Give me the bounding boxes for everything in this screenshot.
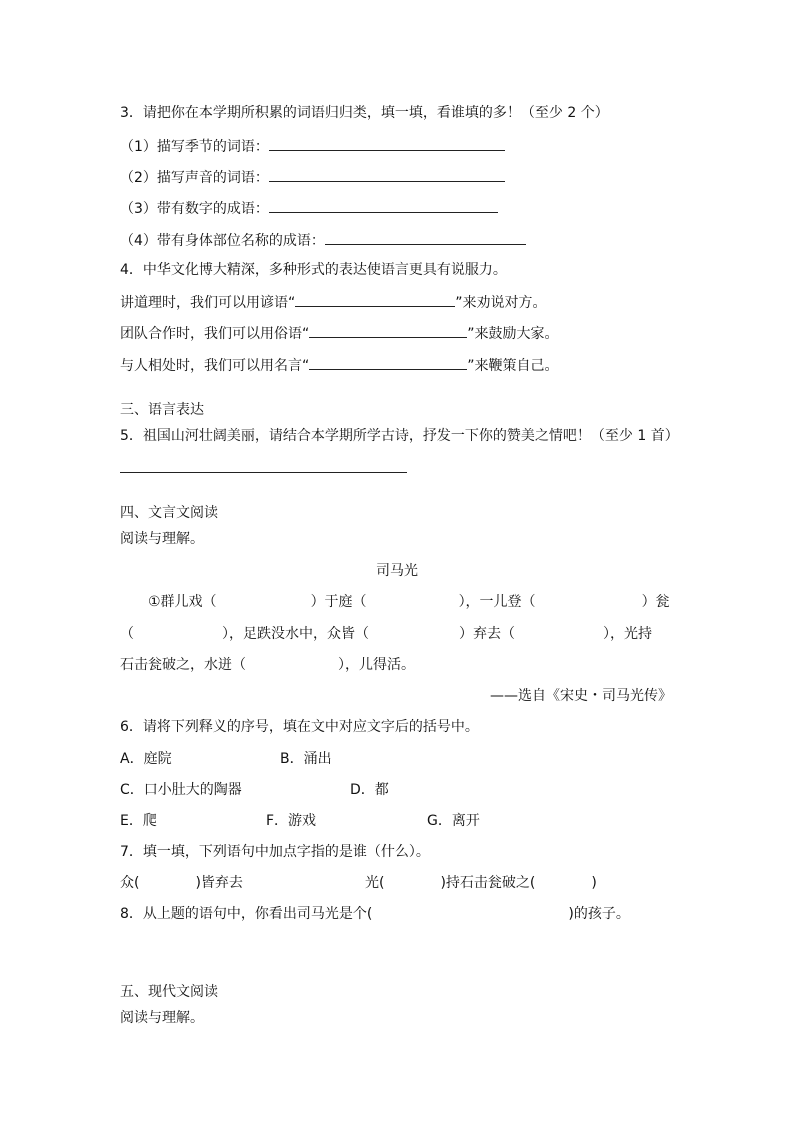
passage-text: ），一儿登（ xyxy=(458,594,536,610)
q7-item-a xyxy=(120,873,243,893)
q6-option-f: F．游戏 xyxy=(266,813,317,829)
q4-line-1 xyxy=(120,291,547,313)
q3-item-2-blank[interactable] xyxy=(269,166,505,182)
q8-line xyxy=(120,904,630,924)
passage-text: ），足跌没水中，众皆（ xyxy=(222,626,369,642)
q3-item-1 xyxy=(120,135,505,157)
q4-title: 4．中华文化博大精深，多种形式的表达使语言更具有说服力。 xyxy=(120,262,507,278)
q4-line-3 xyxy=(120,354,559,376)
passage-text: ）瓮 xyxy=(641,594,670,610)
q7-title: 7．填一填，下列语句中加点字指的是谁（什么）。 xyxy=(120,844,430,860)
q7-text: 众( xyxy=(120,875,140,891)
q4-line-2-post: ”来鼓励大家。 xyxy=(467,326,559,342)
q3-item-1-label: （1）描写季节的词语： xyxy=(120,139,269,155)
passage-text: ），光持 xyxy=(603,626,652,642)
q4-line-3-post: ”来鞭策自己。 xyxy=(467,358,559,374)
passage-line-2 xyxy=(120,624,652,644)
passage-text: 石击瓮破之，水迸（ xyxy=(120,657,246,673)
q6-option-a: A．庭院 xyxy=(120,751,172,767)
section-3-heading: 三、语言表达 xyxy=(120,402,204,418)
q4-line-2-pre: 团队合作时，我们可以用俗语“ xyxy=(120,326,310,342)
q4-line-1-blank[interactable] xyxy=(295,291,455,307)
section-5-heading: 五、现代文阅读 xyxy=(120,984,218,1000)
passage-source: ——选自《宋史・司马光传》 xyxy=(490,688,672,704)
q3-item-2 xyxy=(120,166,505,188)
passage-line-1 xyxy=(148,592,670,612)
q7-text: )皆弃去 xyxy=(195,875,243,891)
q6-option-e: E．爬 xyxy=(120,813,157,829)
q3-item-3-blank[interactable] xyxy=(269,197,498,213)
q7-item-b xyxy=(365,873,597,893)
q6-option-g: G．离开 xyxy=(427,813,480,829)
q7-text: 光( xyxy=(365,875,385,891)
q3-item-4 xyxy=(120,229,526,251)
q4-line-2-blank[interactable] xyxy=(309,322,467,338)
q3-item-3 xyxy=(120,197,498,219)
q7-text: )持石击瓮破之( xyxy=(440,875,536,891)
q3-item-4-blank[interactable] xyxy=(325,229,526,245)
q4-line-1-post: ”来劝说对方。 xyxy=(455,295,547,311)
q7-text: ) xyxy=(591,875,597,891)
q3-item-2-label: （2）描写声音的词语： xyxy=(120,170,269,186)
passage-text: （ xyxy=(120,626,134,642)
q4-line-1-pre: 讲道理时，我们可以用谚语“ xyxy=(120,295,296,311)
q8-text: )的孩子。 xyxy=(568,906,630,922)
passage-text: ）弃去（ xyxy=(459,626,515,642)
q4-line-3-pre: 与人相处时，我们可以用名言“ xyxy=(120,358,310,374)
q3-item-3-label: （3）带有数字的成语： xyxy=(120,201,269,217)
q3-item-4-label: （4）带有身体部位名称的成语： xyxy=(120,233,325,249)
q6-title: 6．请将下列释义的序号，填在文中对应文字后的括号中。 xyxy=(120,719,479,735)
q6-option-b: B．涌出 xyxy=(280,751,332,767)
q5-answer-line[interactable] xyxy=(120,472,407,473)
section-4-heading: 四、文言文阅读 xyxy=(120,505,218,521)
q6-option-d: D．都 xyxy=(350,782,389,798)
q8-text: 8．从上题的语句中，你看出司马光是个( xyxy=(120,906,373,922)
section-5-instruction: 阅读与理解。 xyxy=(120,1010,204,1026)
q6-option-c: C．口小肚大的陶器 xyxy=(120,782,242,798)
passage-text: ①群儿戏（ xyxy=(148,594,217,610)
passage-line-3 xyxy=(120,655,415,675)
passage-text: ）于庭（ xyxy=(310,594,367,610)
q4-line-3-blank[interactable] xyxy=(309,354,467,370)
q3-title: 3．请把你在本学期所积累的词语归归类，填一填，看谁填的多！（至少 2 个） xyxy=(120,105,609,121)
passage-title: 司马光 xyxy=(376,563,418,579)
q5-title: 5．祖国山河壮阔美丽，请结合本学期所学古诗，抒发一下你的赞美之情吧！（至少 1 首） xyxy=(120,428,679,444)
passage-text: ），儿得活。 xyxy=(338,657,415,673)
q3-item-1-blank[interactable] xyxy=(269,135,505,151)
q4-line-2 xyxy=(120,322,559,344)
section-4-instruction: 阅读与理解。 xyxy=(120,531,204,547)
